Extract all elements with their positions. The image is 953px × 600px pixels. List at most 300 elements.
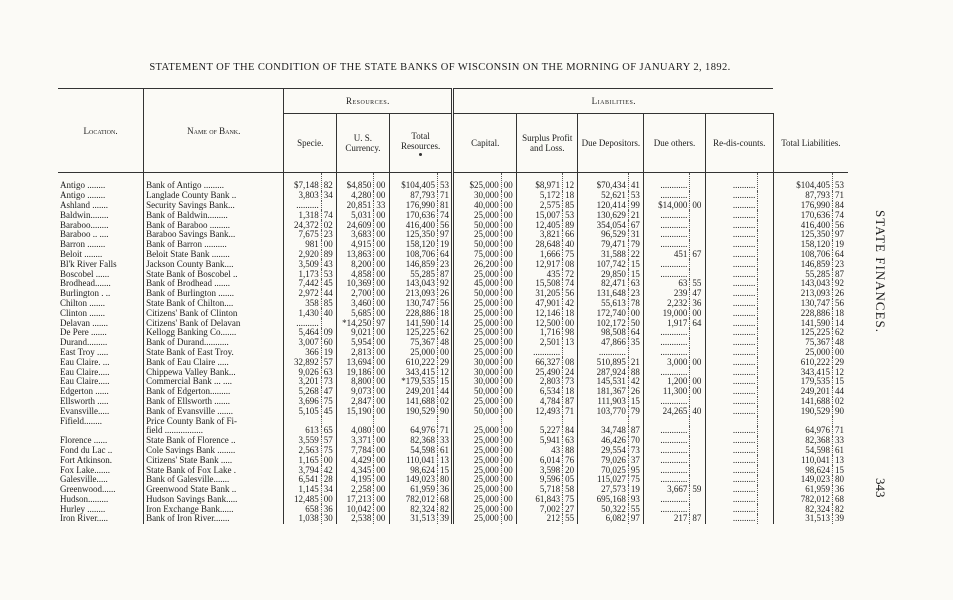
capital-cents: 00 <box>501 387 516 397</box>
surplus-cents: 56 <box>563 289 578 299</box>
due-depositors-dollars: 172,740 <box>596 308 626 318</box>
location-cell: Eau Claire. ... <box>58 357 144 367</box>
capital-cents: 00 <box>501 406 516 416</box>
total-resources-dollars: 130,747 <box>405 298 436 308</box>
location-cell: Baraboo .. .... <box>58 230 144 240</box>
capital-dollars: 25,000 <box>473 484 499 495</box>
us-currency-cents: 00 <box>374 240 389 250</box>
specie-dollars: 24,372 <box>294 220 319 230</box>
specie-cents: 09 <box>321 328 336 338</box>
location-cell: Iron River..... <box>58 514 144 524</box>
specie-dollars: 3,696 <box>298 396 319 406</box>
total-liabilities-dollars: 61,959 <box>805 484 830 495</box>
due-depositors-cents: 78 <box>628 299 643 309</box>
specie-dollars: 6,541 <box>298 474 319 485</box>
total-liabilities-cents: 33 <box>832 436 848 446</box>
rediscounts-dollars: .......... <box>732 249 756 259</box>
total-resources-cents: 39 <box>438 514 453 524</box>
total-liabilities-cents: 18 <box>832 308 848 318</box>
specie-cents <box>321 416 336 426</box>
rediscounts-cents <box>758 279 773 289</box>
total-liabilities-dollars: 146,859 <box>800 259 830 269</box>
rediscounts-dollars: .......... <box>732 504 756 514</box>
due-others-cents: 55 <box>690 279 705 289</box>
capital-dollars: 50,000 <box>473 386 499 397</box>
header-surplus: Surplus Profit and Loss. <box>517 114 578 173</box>
total-liabilities-dollars: 130,747 <box>800 298 830 308</box>
capital-cents: 00 <box>501 426 516 436</box>
us-currency-dollars: 2,847 <box>351 396 372 406</box>
bank-name-cell: Jackson County Bank.... <box>144 259 284 269</box>
specie-dollars: 3,201 <box>298 376 319 387</box>
table-row <box>58 465 848 475</box>
due-depositors-dollars: 510,895 <box>596 357 626 367</box>
total-resources-cents: 56 <box>438 220 453 230</box>
rediscounts-cents <box>758 220 773 230</box>
specie-dollars: 658 <box>305 504 319 514</box>
capital-dollars: 25,000 <box>473 229 499 240</box>
rediscounts-cents <box>758 397 773 407</box>
us-currency-cents: 00 <box>374 446 389 456</box>
total-liabilities-cents: 36 <box>832 485 848 495</box>
table-row <box>58 387 848 397</box>
rediscounts-dollars: .......... <box>732 278 756 289</box>
bank-name-cell: Citizens' Bank of Clinton <box>144 308 284 318</box>
surplus-dollars: 7,002 <box>539 504 561 514</box>
surplus-dollars: 5,941 <box>539 435 561 446</box>
total-resources-dollars: 343,415 <box>405 367 436 377</box>
bank-name-cell: Security Savings Bank... <box>144 201 284 211</box>
total-resources-dollars: 82,324 <box>410 504 436 514</box>
capital-dollars: 50,000 <box>473 288 499 299</box>
rediscounts-cents <box>758 308 773 318</box>
us-currency-cents: 97 <box>374 318 389 328</box>
specie-cents <box>321 318 336 328</box>
header-resources: Resources. <box>284 89 453 114</box>
total-resources-cents: 18 <box>438 308 453 318</box>
table-row <box>58 416 848 426</box>
capital-dollars: 30,000 <box>473 357 499 367</box>
location-cell: Fifield........ <box>58 416 144 426</box>
us-currency-dollars: 5,685 <box>351 308 372 318</box>
specie-dollars: 1,165 <box>298 455 319 465</box>
rediscounts-dollars: .......... <box>732 308 756 318</box>
due-depositors-cents: 99 <box>628 201 643 211</box>
header-capital: Capital. <box>453 114 517 173</box>
location-cell: Baldwin........ <box>58 210 144 220</box>
surplus-cents: 88 <box>563 446 578 456</box>
total-resources-cents: 44 <box>438 387 453 397</box>
due-depositors-cents: 70 <box>628 436 643 446</box>
rediscounts-dollars: .......... <box>732 180 756 191</box>
total-liabilities-cents: 29 <box>832 357 848 367</box>
location-cell: Bl'k River Falls <box>58 259 144 269</box>
due-others-cents <box>690 446 705 456</box>
surplus-dollars: 66,327 <box>535 357 561 367</box>
due-depositors-dollars: 29,554 <box>601 445 626 455</box>
specie-dollars <box>284 416 321 426</box>
specie-dollars: 613 <box>305 425 319 436</box>
table-row <box>58 210 848 220</box>
total-resources-cents: 12 <box>438 367 453 377</box>
specie-cents: 36 <box>321 504 336 514</box>
specie-dollars: 1,318 <box>298 210 319 220</box>
total-liabilities-dollars: 125,225 <box>800 327 830 338</box>
bullet-mark <box>419 153 422 156</box>
due-others-cents <box>690 465 705 475</box>
due-depositors-dollars: 55,613 <box>601 298 626 308</box>
bank-name-cell: Bank of Ellsworth ....... <box>144 397 284 407</box>
total-resources-dollars: 213,093 <box>405 288 436 299</box>
total-resources-dollars: 110,041 <box>406 455 436 465</box>
us-currency-dollars: 3,683 <box>351 229 372 240</box>
total-resources-cents: 82 <box>438 504 453 514</box>
header-specie: Specie. <box>284 114 337 173</box>
bank-statement-table <box>58 88 848 524</box>
capital-cents: 00 <box>501 377 516 387</box>
location-cell: Antigo ........ <box>58 173 144 191</box>
due-others-dollars: 1,917 <box>667 318 688 328</box>
total-resources-dollars: $104,405 <box>401 180 436 191</box>
specie-cents: 89 <box>321 250 336 260</box>
surplus-dollars: ............ <box>533 347 561 357</box>
bank-name-cell: State Bank of Boscobel .. <box>144 269 284 279</box>
rediscounts-cents <box>758 426 773 436</box>
table-row <box>58 357 848 367</box>
total-resources-cents: 80 <box>438 475 453 485</box>
capital-dollars: 25,000 <box>473 455 499 465</box>
due-others-dollars: 19,000 <box>662 308 688 318</box>
specie-dollars: 366 <box>305 347 319 357</box>
us-currency-dollars: 10,042 <box>346 504 372 514</box>
header-liabilities: Liabilities. <box>453 89 773 114</box>
location-cell <box>58 426 144 436</box>
capital-dollars: 25,000 <box>473 396 499 406</box>
total-resources-dollars: 782,012 <box>405 494 436 504</box>
total-liabilities-cents: 71 <box>832 191 848 201</box>
specie-dollars: 7,675 <box>298 229 319 240</box>
rediscounts-cents <box>758 230 773 240</box>
specie-dollars: $7,148 <box>294 180 319 191</box>
surplus-cents: 18 <box>563 308 578 318</box>
surplus-dollars: 212 <box>546 514 561 524</box>
specie-cents: 40 <box>321 308 336 318</box>
total-liabilities-dollars <box>773 416 832 426</box>
due-depositors-cents: 21 <box>628 357 643 367</box>
specie-dollars: 1,173 <box>298 269 319 279</box>
capital-dollars: 25,000 <box>473 504 499 514</box>
total-liabilities-dollars: 782,012 <box>800 494 830 504</box>
us-currency-dollars: *14,250 <box>342 318 372 328</box>
us-currency-cents: 00 <box>374 465 389 475</box>
rediscounts-cents <box>758 357 773 367</box>
capital-cents: 00 <box>501 436 516 446</box>
table-body <box>58 173 848 524</box>
surplus-cents <box>563 348 578 358</box>
due-others-dollars: ............ <box>660 229 688 240</box>
us-currency-dollars: 4,429 <box>351 455 372 465</box>
due-others-dollars: 63 <box>678 278 688 289</box>
due-others-cents: 00 <box>690 357 705 367</box>
rediscounts-dollars: .......... <box>732 200 756 210</box>
rediscounts-dollars: .......... <box>732 229 756 240</box>
rediscounts-cents <box>758 416 773 426</box>
us-currency-dollars: 5,031 <box>351 210 372 220</box>
location-cell: Clinton ....... <box>58 308 144 318</box>
due-depositors-dollars: 181,367 <box>596 386 626 397</box>
total-resources-dollars: 87,793 <box>410 190 436 201</box>
specie-cents: 57 <box>321 436 336 446</box>
us-currency-cents: 00 <box>374 230 389 240</box>
capital-dollars: 30,000 <box>473 367 499 377</box>
due-others-cents: 47 <box>690 289 705 299</box>
surplus-dollars: 15,508 <box>535 278 561 289</box>
due-others-cents: 00 <box>690 201 705 211</box>
total-liabilities-dollars: 143,043 <box>800 278 830 289</box>
us-currency-cents: 00 <box>374 348 389 358</box>
surplus-dollars: 2,803 <box>539 376 561 387</box>
total-liabilities-dollars: 141,688 <box>800 396 830 406</box>
rediscounts-dollars: .......... <box>732 210 756 220</box>
bank-name-cell: Kellogg Banking Co....... <box>144 328 284 338</box>
total-liabilities-dollars: 228,886 <box>800 308 830 318</box>
us-currency-dollars: 3,371 <box>351 435 372 446</box>
table-row <box>58 220 848 230</box>
total-liabilities-cents: 53 <box>832 173 848 191</box>
bank-name-cell: Bank of Burlington ....... <box>144 289 284 299</box>
bank-name-cell: Bank of Galesville....... <box>144 475 284 485</box>
due-depositors-cents: 42 <box>628 377 643 387</box>
due-others-cents: 40 <box>690 406 705 416</box>
bank-name-cell: Bank of Eau Claire ..... <box>144 357 284 367</box>
capital-dollars: 50,000 <box>473 220 499 230</box>
due-others-cents <box>690 426 705 436</box>
due-others-cents <box>690 416 705 426</box>
specie-cents: 30 <box>321 514 336 524</box>
specie-dollars: 32,892 <box>294 357 319 367</box>
surplus-dollars: 9,596 <box>539 474 561 485</box>
total-resources-dollars: 143,043 <box>405 278 436 289</box>
rediscounts-dollars: .......... <box>732 386 756 397</box>
rediscounts-cents <box>758 240 773 250</box>
bank-name-cell: Commercial Bank ... .... <box>144 377 284 387</box>
capital-cents: 00 <box>501 338 516 348</box>
bank-name-cell: Baraboo Savings Bank... <box>144 230 284 240</box>
due-depositors-dollars: 29,850 <box>601 269 626 279</box>
total-liabilities-cents: 82 <box>832 504 848 514</box>
location-cell: Baraboo........ <box>58 220 144 230</box>
rediscounts-dollars: .......... <box>732 367 756 377</box>
us-currency-dollars: 7,784 <box>351 445 372 455</box>
due-others-dollars: 3,667 <box>667 484 688 495</box>
due-others-dollars: ............ <box>660 180 688 191</box>
total-liabilities-cents: 84 <box>832 201 848 211</box>
specie-dollars: 2,920 <box>298 249 319 259</box>
location-cell: Evansville..... <box>58 406 144 416</box>
rediscounts-cents <box>758 328 773 338</box>
total-resources-dollars: 61,959 <box>410 484 436 495</box>
total-liabilities-cents: 15 <box>832 465 848 475</box>
capital-dollars: 25,000 <box>473 337 499 348</box>
us-currency-dollars: 20,851 <box>346 200 372 210</box>
total-liabilities-dollars: 610,222 <box>800 357 830 367</box>
total-resources-dollars: 249,201 <box>405 386 436 397</box>
total-liabilities-cents: 71 <box>832 426 848 436</box>
surplus-dollars: 5,172 <box>539 190 561 201</box>
due-depositors-dollars: 79,026 <box>601 455 626 465</box>
total-liabilities-dollars: 343,415 <box>800 367 830 377</box>
surplus-cents: 63 <box>563 436 578 446</box>
specie-cents: 57 <box>321 357 336 367</box>
location-cell: Edgerton ...... <box>58 387 144 397</box>
rediscounts-dollars: .......... <box>732 474 756 485</box>
table-row <box>58 279 848 289</box>
total-resources-dollars: 190,529 <box>405 406 436 416</box>
total-liabilities-cents: 92 <box>832 279 848 289</box>
rediscounts-cents <box>758 299 773 309</box>
capital-cents: 00 <box>501 299 516 309</box>
location-cell: Barron ........ <box>58 240 144 250</box>
specie-cents: 00 <box>321 495 336 505</box>
due-depositors-dollars: $70,434 <box>596 180 626 191</box>
bank-name-cell: Bank of Baraboo ......... <box>144 220 284 230</box>
header-location: Location. <box>58 89 144 173</box>
due-depositors-dollars: 111,903 <box>597 396 626 406</box>
us-currency-cents: 00 <box>374 367 389 377</box>
bank-name-cell: Bank of Brodhead ....... <box>144 279 284 289</box>
location-cell: Brodhead....... <box>58 279 144 289</box>
rediscounts-dollars: .......... <box>732 288 756 299</box>
due-others-dollars: 239 <box>673 288 688 299</box>
specie-cents: 63 <box>321 367 336 377</box>
capital-cents: 00 <box>501 504 516 514</box>
due-depositors-cents: 50 <box>628 318 643 328</box>
due-others-cents: 67 <box>690 250 705 260</box>
due-others-dollars: 11,300 <box>662 386 688 397</box>
rediscounts-cents <box>758 250 773 260</box>
total-resources-dollars: *179,535 <box>401 376 436 387</box>
capital-cents: 00 <box>501 210 516 220</box>
rediscounts-cents <box>758 318 773 328</box>
rediscounts-cents <box>758 475 773 485</box>
surplus-cents: 18 <box>563 387 578 397</box>
us-currency-dollars: 13,694 <box>346 357 372 367</box>
due-others-cents <box>690 504 705 514</box>
total-resources-cents: 15 <box>438 465 453 475</box>
total-liabilities-cents: 56 <box>832 299 848 309</box>
us-currency-dollars: 9,073 <box>351 386 372 397</box>
us-currency-cents: 00 <box>374 299 389 309</box>
us-currency-dollars: 8,200 <box>351 259 372 269</box>
total-liabilities-dollars: 82,324 <box>805 504 830 514</box>
total-liabilities-dollars: 190,529 <box>800 406 830 416</box>
capital-cents: 00 <box>501 348 516 358</box>
capital-dollars: 25,000 <box>473 347 499 357</box>
total-liabilities-dollars: 75,367 <box>805 337 830 348</box>
specie-dollars: 1,145 <box>298 484 319 495</box>
us-currency-dollars: 4,195 <box>351 474 372 485</box>
side-heading: STATE FINANCES. <box>873 210 888 334</box>
surplus-cents: 75 <box>563 495 578 505</box>
surplus-cents: 42 <box>563 299 578 309</box>
rediscounts-dollars: .......... <box>732 239 756 250</box>
specie-dollars: .......... <box>296 200 319 210</box>
bank-name-cell: State Bank of Chilton.... <box>144 299 284 309</box>
table-row <box>58 426 848 436</box>
total-resources-dollars: 25,000 <box>410 347 436 357</box>
surplus-dollars: 2,501 <box>539 337 561 348</box>
total-liabilities-cents: 48 <box>832 338 848 348</box>
us-currency-dollars: 9,021 <box>351 327 372 338</box>
total-resources-dollars: 170,636 <box>405 210 436 220</box>
due-others-dollars: ............ <box>660 220 688 230</box>
surplus-cents: 84 <box>563 426 578 436</box>
due-others-dollars: ............ <box>660 455 688 465</box>
surplus-dollars: 12,493 <box>535 406 561 416</box>
capital-dollars: 26,200 <box>473 259 499 269</box>
due-others-cents <box>690 475 705 485</box>
total-resources-cents: 62 <box>438 328 453 338</box>
due-others-dollars: ............ <box>660 269 688 279</box>
table-row <box>58 318 848 328</box>
us-currency-cents: 00 <box>374 514 389 524</box>
bank-name-cell: State Bank of East Troy. <box>144 348 284 358</box>
rediscounts-cents <box>758 201 773 211</box>
location-cell: Eau Claire..... <box>58 377 144 387</box>
total-resources-dollars: 141,688 <box>405 396 436 406</box>
surplus-cents: 08 <box>563 357 578 367</box>
surplus-cents: 08 <box>563 259 578 269</box>
due-depositors-dollars: 27,573 <box>601 484 626 495</box>
capital-cents: 00 <box>501 250 516 260</box>
due-depositors-cents: 15 <box>628 259 643 269</box>
surplus-dollars: 12,917 <box>535 259 561 269</box>
surplus-dollars: 12,500 <box>535 318 561 328</box>
due-others-cents <box>690 397 705 407</box>
page-title: STATEMENT OF THE CONDITION OF THE STATE BANKS OF WISCONSIN ON THE MORNING OF JANUARY 2, 1892. <box>149 62 731 73</box>
surplus-dollars: 47,901 <box>535 298 561 308</box>
due-depositors-cents: 73 <box>628 446 643 456</box>
header-total-resources-label: Total Resources. <box>400 130 441 151</box>
specie-cents: 60 <box>321 338 336 348</box>
surplus-dollars: 2,575 <box>539 200 561 210</box>
header-due-depositors: Due Depositors. <box>578 114 644 173</box>
surplus-cents: 89 <box>563 220 578 230</box>
surplus-cents: 24 <box>563 367 578 377</box>
surplus-dollars: 4,784 <box>539 396 561 406</box>
due-depositors-cents: 64 <box>628 328 643 338</box>
total-liabilities-dollars: 125,350 <box>800 229 830 240</box>
rediscounts-cents <box>758 387 773 397</box>
surplus-dollars: 3,821 <box>539 229 561 240</box>
due-depositors-cents: 22 <box>628 250 643 260</box>
capital-dollars: 30,000 <box>473 376 499 387</box>
due-depositors-dollars <box>578 416 628 426</box>
capital-dollars: 25,000 <box>473 269 499 279</box>
total-resources-cents: 92 <box>438 279 453 289</box>
us-currency-dollars: 19,186 <box>346 367 372 377</box>
table-row <box>58 455 848 465</box>
capital-cents: 00 <box>501 269 516 279</box>
total-liabilities-cents: 61 <box>832 446 848 456</box>
us-currency-cents: 00 <box>374 328 389 338</box>
total-liabilities-cents: 62 <box>832 328 848 338</box>
location-cell: Chilton ....... <box>58 299 144 309</box>
due-others-dollars: $14,000 <box>658 200 688 210</box>
total-liabilities-dollars: 55,285 <box>805 269 830 279</box>
total-resources-cents: 02 <box>438 397 453 407</box>
capital-cents: 00 <box>501 446 516 456</box>
